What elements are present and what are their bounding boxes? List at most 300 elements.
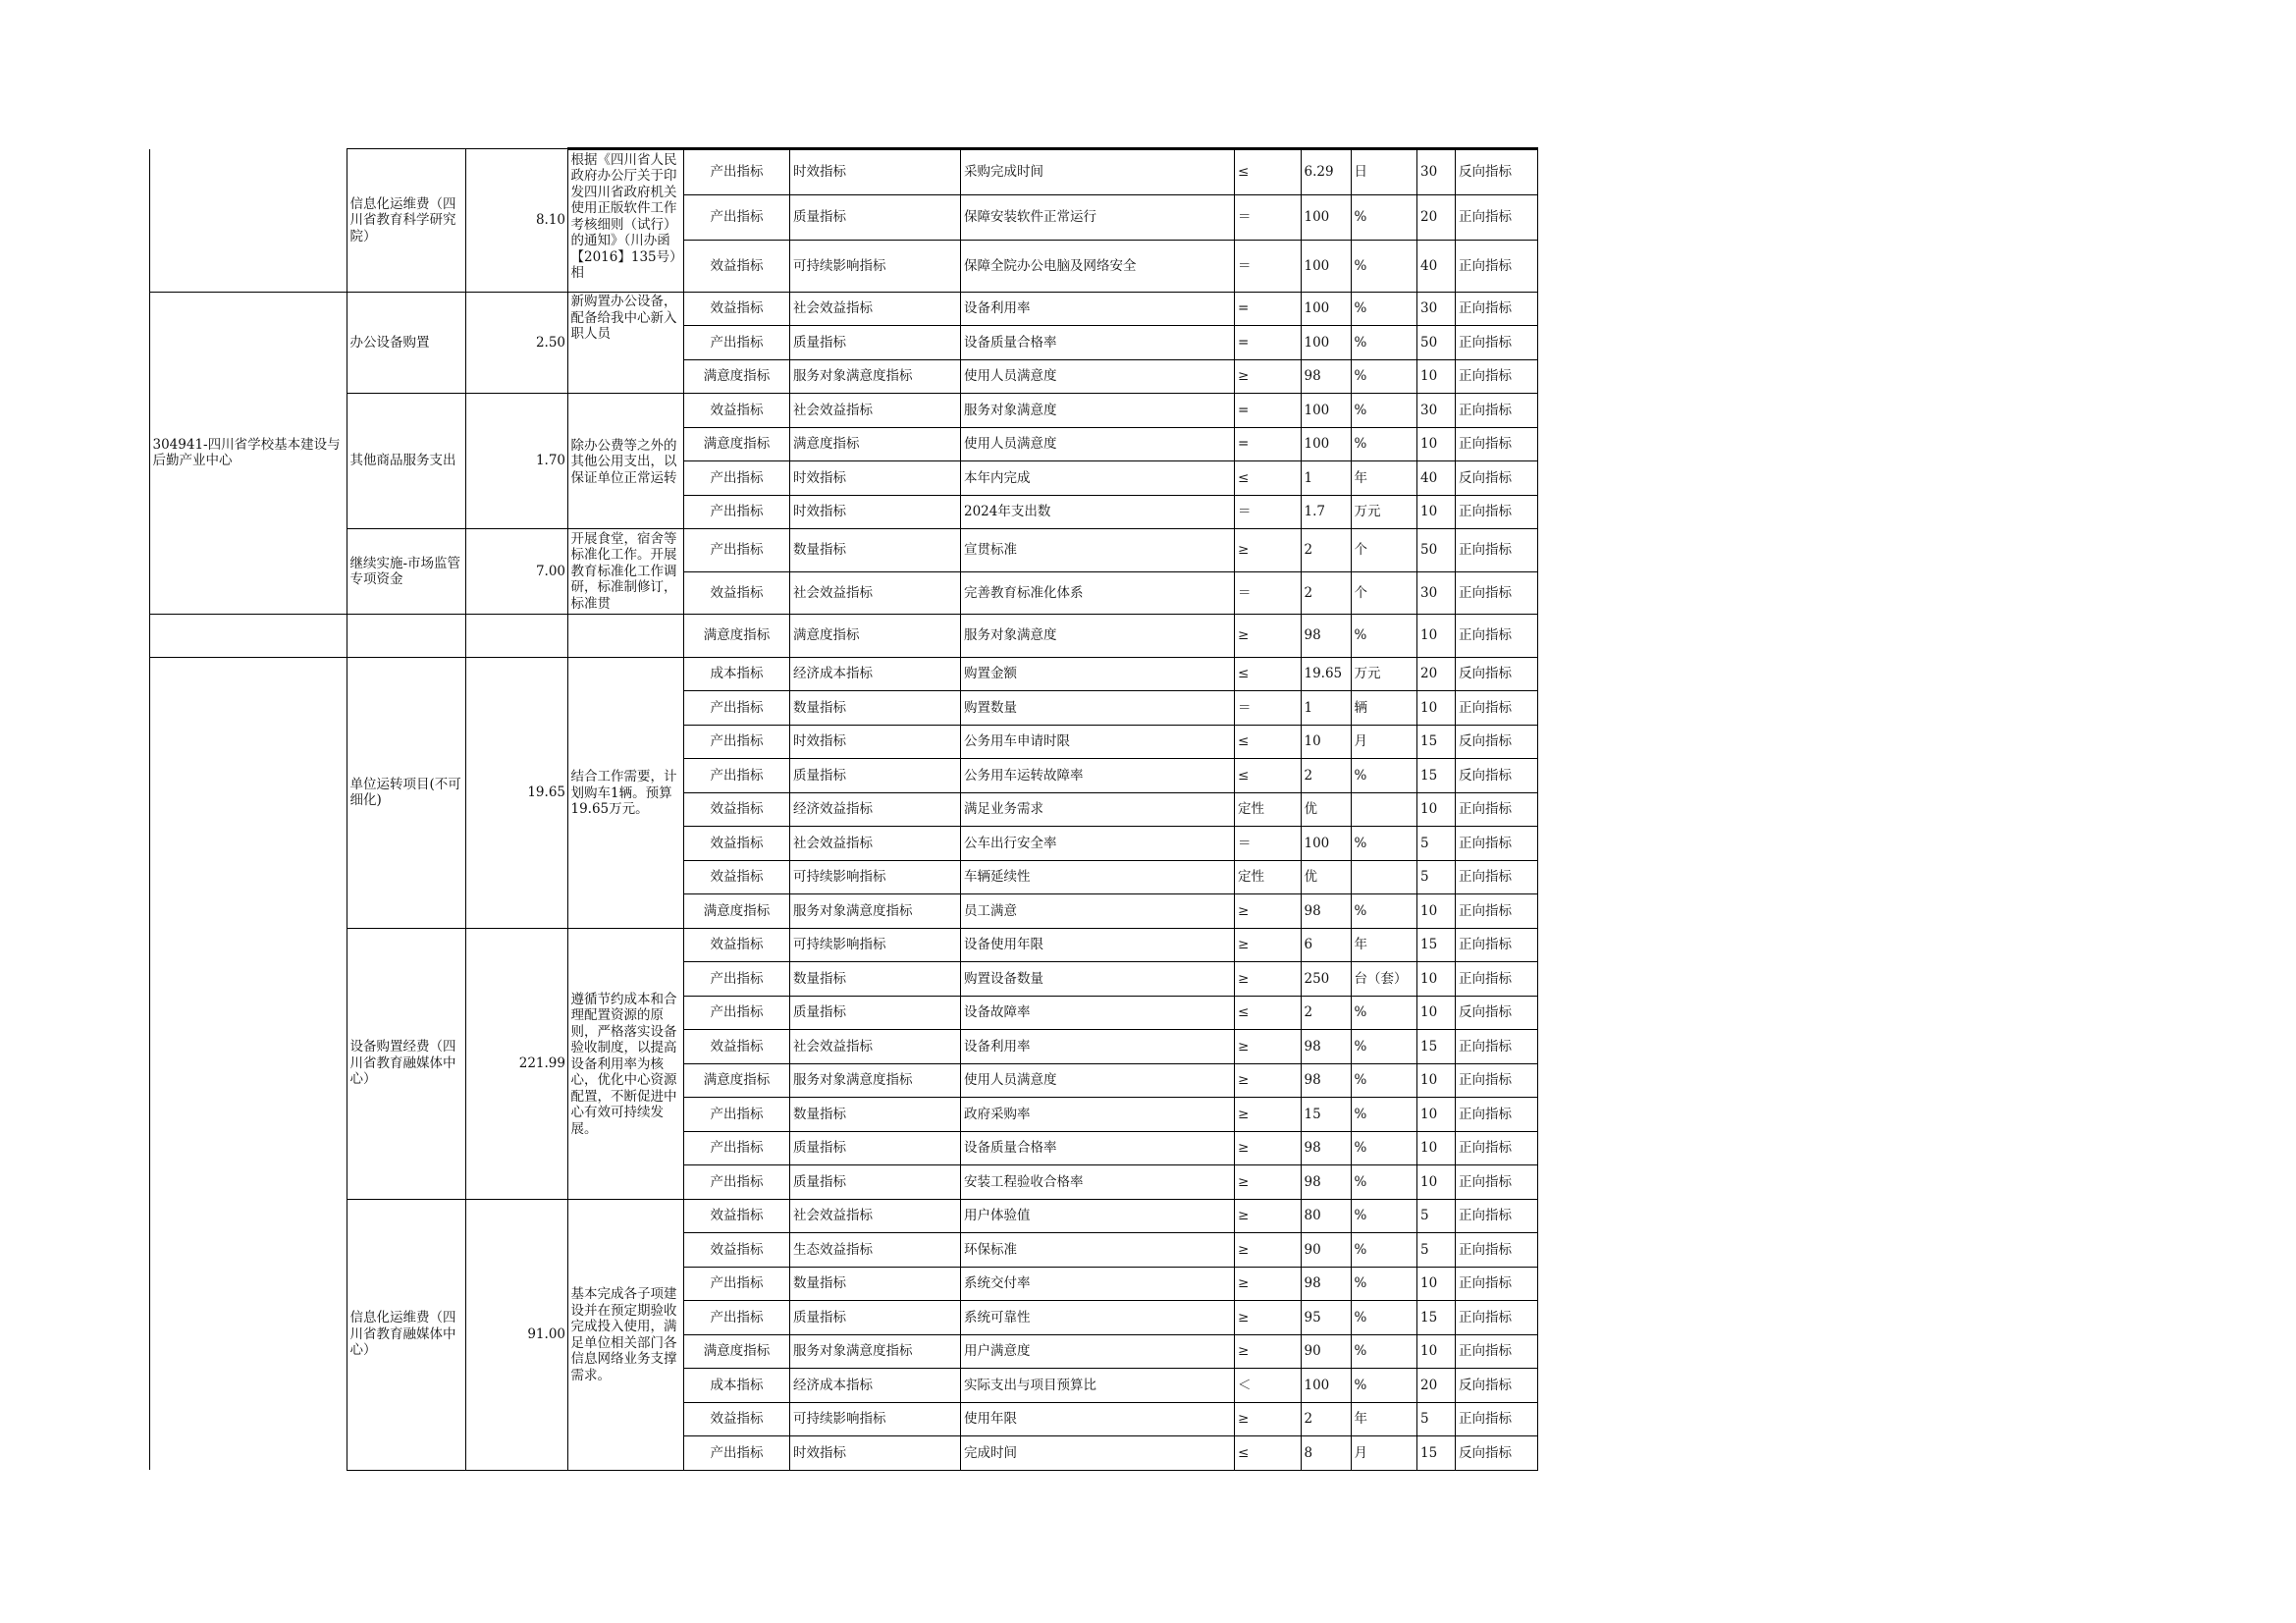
indicator-operator: ≥ bbox=[1235, 928, 1302, 962]
indicator-level2: 社会效益指标 bbox=[790, 394, 961, 428]
indicator-unit: 个 bbox=[1351, 529, 1417, 572]
indicator-level3: 设备质量合格率 bbox=[961, 326, 1235, 360]
indicator-level3: 本年内完成 bbox=[961, 461, 1235, 496]
project-name: 单位运转项目(不可细化) bbox=[347, 657, 466, 928]
indicator-level3: 设备使用年限 bbox=[961, 928, 1235, 962]
indicator-operator: = bbox=[1235, 427, 1302, 461]
indicator-level3: 员工满意 bbox=[961, 894, 1235, 929]
indicator-direction: 正向指标 bbox=[1456, 427, 1538, 461]
indicator-level3: 采购完成时间 bbox=[961, 149, 1235, 195]
indicator-operator: ≥ bbox=[1235, 1233, 1302, 1268]
indicator-value: 98 bbox=[1301, 1165, 1351, 1200]
indicator-value: 2 bbox=[1301, 996, 1351, 1030]
indicator-unit: % bbox=[1351, 894, 1417, 929]
indicator-unit: 万元 bbox=[1351, 657, 1417, 691]
indicator-level3: 系统可靠性 bbox=[961, 1301, 1235, 1335]
indicator-value: 1 bbox=[1301, 461, 1351, 496]
indicator-level3: 政府采购率 bbox=[961, 1098, 1235, 1132]
indicator-direction: 正向指标 bbox=[1456, 691, 1538, 726]
indicator-value: 2 bbox=[1301, 571, 1351, 615]
indicator-level1: 产出指标 bbox=[684, 996, 790, 1030]
indicator-operator: ＝ bbox=[1235, 827, 1302, 861]
indicator-level1: 效益指标 bbox=[684, 1199, 790, 1233]
indicator-value: 1 bbox=[1301, 691, 1351, 726]
indicator-level1: 产出指标 bbox=[684, 461, 790, 496]
indicator-level1: 效益指标 bbox=[684, 1233, 790, 1268]
project-amount: 7.00 bbox=[466, 529, 568, 615]
indicator-weight: 5 bbox=[1417, 827, 1456, 861]
indicator-weight: 15 bbox=[1417, 759, 1456, 793]
indicator-level1: 效益指标 bbox=[684, 792, 790, 827]
indicator-weight: 30 bbox=[1417, 571, 1456, 615]
indicator-level2: 质量指标 bbox=[790, 1131, 961, 1165]
indicator-operator: ≥ bbox=[1235, 962, 1302, 997]
indicator-direction: 正向指标 bbox=[1456, 1030, 1538, 1064]
indicator-operator: ＝ bbox=[1235, 194, 1302, 241]
indicator-unit: % bbox=[1351, 241, 1417, 293]
indicator-level3: 服务对象满意度 bbox=[961, 394, 1235, 428]
indicator-operator: ＝ bbox=[1235, 495, 1302, 529]
indicator-direction: 正向指标 bbox=[1456, 792, 1538, 827]
indicator-unit: 月 bbox=[1351, 1436, 1417, 1471]
indicator-operator: = bbox=[1235, 394, 1302, 428]
indicator-level2: 经济成本指标 bbox=[790, 657, 961, 691]
indicator-direction: 反向指标 bbox=[1456, 725, 1538, 759]
indicator-operator: ≥ bbox=[1235, 615, 1302, 658]
indicator-value: 98 bbox=[1301, 615, 1351, 658]
indicator-level2: 满意度指标 bbox=[790, 427, 961, 461]
project-amount: 91.00 bbox=[466, 1199, 568, 1470]
indicator-level3: 设备故障率 bbox=[961, 996, 1235, 1030]
indicator-direction: 正向指标 bbox=[1456, 615, 1538, 658]
indicator-value: 100 bbox=[1301, 427, 1351, 461]
indicator-value: 98 bbox=[1301, 1063, 1351, 1098]
indicator-unit: % bbox=[1351, 615, 1417, 658]
project-amount: 1.70 bbox=[466, 394, 568, 529]
indicator-level1: 产出指标 bbox=[684, 495, 790, 529]
indicator-unit: % bbox=[1351, 427, 1417, 461]
indicator-weight: 10 bbox=[1417, 691, 1456, 726]
indicator-weight: 20 bbox=[1417, 194, 1456, 241]
indicator-level2: 时效指标 bbox=[790, 461, 961, 496]
indicator-unit bbox=[1351, 860, 1417, 894]
indicator-unit: % bbox=[1351, 1199, 1417, 1233]
indicator-unit: % bbox=[1351, 1267, 1417, 1301]
indicator-value: 优 bbox=[1301, 792, 1351, 827]
project-name: 信息化运维费（四川省教育科学研究院） bbox=[347, 149, 466, 293]
indicator-level1: 产出指标 bbox=[684, 1436, 790, 1471]
unit-cell: 304941-四川省学校基本建设与后勤产业中心 bbox=[149, 292, 347, 615]
indicator-level2: 服务对象满意度指标 bbox=[790, 894, 961, 929]
indicator-direction: 正向指标 bbox=[1456, 571, 1538, 615]
indicator-level2: 数量指标 bbox=[790, 1098, 961, 1132]
indicator-level1: 满意度指标 bbox=[684, 615, 790, 658]
indicator-operator: ≤ bbox=[1235, 1436, 1302, 1471]
indicator-level2: 时效指标 bbox=[790, 725, 961, 759]
indicator-value: 98 bbox=[1301, 894, 1351, 929]
indicator-level3: 安装工程验收合格率 bbox=[961, 1165, 1235, 1200]
indicator-weight: 20 bbox=[1417, 1369, 1456, 1403]
indicator-operator: 定性 bbox=[1235, 792, 1302, 827]
indicator-operator: 定性 bbox=[1235, 860, 1302, 894]
indicator-level2: 质量指标 bbox=[790, 194, 961, 241]
indicator-value: 100 bbox=[1301, 326, 1351, 360]
indicator-operator: ≤ bbox=[1235, 996, 1302, 1030]
indicator-value: 100 bbox=[1301, 292, 1351, 326]
project-amount: 2.50 bbox=[466, 292, 568, 394]
indicator-level2: 服务对象满意度指标 bbox=[790, 359, 961, 394]
indicator-level2: 社会效益指标 bbox=[790, 827, 961, 861]
project-description: 新购置办公设备，配备给我中心新入职人员 bbox=[567, 292, 684, 394]
indicator-unit: % bbox=[1351, 1030, 1417, 1064]
indicator-level1: 成本指标 bbox=[684, 1369, 790, 1403]
indicator-level3: 完善教育标准化体系 bbox=[961, 571, 1235, 615]
indicator-level1: 满意度指标 bbox=[684, 359, 790, 394]
indicator-unit: % bbox=[1351, 1334, 1417, 1369]
indicator-level1: 产出指标 bbox=[684, 194, 790, 241]
project-name bbox=[347, 615, 466, 658]
indicator-level1: 满意度指标 bbox=[684, 1063, 790, 1098]
indicator-level1: 效益指标 bbox=[684, 928, 790, 962]
indicator-value: 15 bbox=[1301, 1098, 1351, 1132]
indicator-level3: 使用人员满意度 bbox=[961, 427, 1235, 461]
indicator-value: 6.29 bbox=[1301, 149, 1351, 195]
indicator-direction: 正向指标 bbox=[1456, 827, 1538, 861]
indicator-weight: 10 bbox=[1417, 615, 1456, 658]
indicator-operator: ＝ bbox=[1235, 241, 1302, 293]
indicator-level1: 效益指标 bbox=[684, 292, 790, 326]
indicator-operator: ＝ bbox=[1235, 571, 1302, 615]
indicator-weight: 20 bbox=[1417, 657, 1456, 691]
indicator-level1: 产出指标 bbox=[684, 962, 790, 997]
indicator-level1: 效益指标 bbox=[684, 860, 790, 894]
indicator-value: 19.65 bbox=[1301, 657, 1351, 691]
project-amount: 221.99 bbox=[466, 928, 568, 1199]
indicator-direction: 正向指标 bbox=[1456, 1131, 1538, 1165]
indicator-operator: ≥ bbox=[1235, 1199, 1302, 1233]
indicator-value: 100 bbox=[1301, 1369, 1351, 1403]
indicator-level3: 2024年支出数 bbox=[961, 495, 1235, 529]
indicator-unit: % bbox=[1351, 827, 1417, 861]
indicator-level3: 使用人员满意度 bbox=[961, 1063, 1235, 1098]
indicator-operator: ≤ bbox=[1235, 149, 1302, 195]
indicator-direction: 正向指标 bbox=[1456, 1301, 1538, 1335]
indicator-unit: 个 bbox=[1351, 571, 1417, 615]
indicator-direction: 正向指标 bbox=[1456, 359, 1538, 394]
indicator-weight: 10 bbox=[1417, 1334, 1456, 1369]
indicator-level3: 设备利用率 bbox=[961, 1030, 1235, 1064]
unit-cell bbox=[149, 149, 347, 293]
indicator-weight: 30 bbox=[1417, 149, 1456, 195]
indicator-direction: 正向指标 bbox=[1456, 326, 1538, 360]
indicator-unit: % bbox=[1351, 359, 1417, 394]
indicator-operator: ≥ bbox=[1235, 1402, 1302, 1436]
indicator-direction: 正向指标 bbox=[1456, 194, 1538, 241]
indicator-level1: 满意度指标 bbox=[684, 894, 790, 929]
indicator-level2: 质量指标 bbox=[790, 326, 961, 360]
indicator-level3: 设备质量合格率 bbox=[961, 1131, 1235, 1165]
indicator-unit: % bbox=[1351, 1131, 1417, 1165]
indicator-weight: 10 bbox=[1417, 1063, 1456, 1098]
project-description: 基本完成各子项建设并在预定期验收完成投入使用，满足单位相关部门各信息网络业务支撑需求。 bbox=[567, 1199, 684, 1470]
indicator-level2: 时效指标 bbox=[790, 495, 961, 529]
indicator-direction: 正向指标 bbox=[1456, 1233, 1538, 1268]
indicator-value: 90 bbox=[1301, 1334, 1351, 1369]
indicator-weight: 10 bbox=[1417, 962, 1456, 997]
indicator-level3: 购置数量 bbox=[961, 691, 1235, 726]
indicator-direction: 正向指标 bbox=[1456, 1334, 1538, 1369]
indicator-operator: ≥ bbox=[1235, 1131, 1302, 1165]
indicator-weight: 10 bbox=[1417, 1267, 1456, 1301]
indicator-level2: 数量指标 bbox=[790, 1267, 961, 1301]
indicator-direction: 正向指标 bbox=[1456, 1165, 1538, 1200]
project-name: 办公设备购置 bbox=[347, 292, 466, 394]
indicator-direction: 正向指标 bbox=[1456, 495, 1538, 529]
indicator-weight: 5 bbox=[1417, 1233, 1456, 1268]
indicator-unit: 日 bbox=[1351, 149, 1417, 195]
indicator-weight: 10 bbox=[1417, 996, 1456, 1030]
indicator-level3: 购置金额 bbox=[961, 657, 1235, 691]
indicator-unit: % bbox=[1351, 1165, 1417, 1200]
indicator-unit: % bbox=[1351, 394, 1417, 428]
indicator-unit: 年 bbox=[1351, 1402, 1417, 1436]
indicator-value: 100 bbox=[1301, 827, 1351, 861]
indicator-unit: % bbox=[1351, 326, 1417, 360]
indicator-unit: % bbox=[1351, 1369, 1417, 1403]
indicator-direction: 正向指标 bbox=[1456, 1402, 1538, 1436]
indicator-operator: ≥ bbox=[1235, 1098, 1302, 1132]
indicator-unit: 月 bbox=[1351, 725, 1417, 759]
indicator-value: 10 bbox=[1301, 725, 1351, 759]
indicator-operator: ＜ bbox=[1235, 1369, 1302, 1403]
indicator-operator: ＝ bbox=[1235, 691, 1302, 726]
indicator-direction: 正向指标 bbox=[1456, 1199, 1538, 1233]
indicator-value: 90 bbox=[1301, 1233, 1351, 1268]
indicator-level2: 社会效益指标 bbox=[790, 1199, 961, 1233]
indicator-unit: % bbox=[1351, 292, 1417, 326]
indicator-direction: 正向指标 bbox=[1456, 1098, 1538, 1132]
indicator-value: 2 bbox=[1301, 1402, 1351, 1436]
indicator-operator: ≥ bbox=[1235, 1165, 1302, 1200]
project-description: 根据《四川省人民政府办公厅关于印发四川省政府机关使用正版软件工作考核细则（试行）的通知》（川办函【2016】135号）相 bbox=[567, 149, 684, 293]
indicator-weight: 10 bbox=[1417, 427, 1456, 461]
project-amount: 8.10 bbox=[466, 149, 568, 293]
project-name: 其他商品服务支出 bbox=[347, 394, 466, 529]
indicator-direction: 正向指标 bbox=[1456, 894, 1538, 929]
indicator-direction: 正向指标 bbox=[1456, 394, 1538, 428]
indicator-level3: 环保标准 bbox=[961, 1233, 1235, 1268]
indicator-direction: 正向指标 bbox=[1456, 860, 1538, 894]
indicator-weight: 5 bbox=[1417, 860, 1456, 894]
indicator-level2: 社会效益指标 bbox=[790, 292, 961, 326]
indicator-direction: 反向指标 bbox=[1456, 657, 1538, 691]
indicator-operator: ≥ bbox=[1235, 894, 1302, 929]
indicator-weight: 30 bbox=[1417, 394, 1456, 428]
indicator-weight: 40 bbox=[1417, 241, 1456, 293]
unit-cell bbox=[149, 657, 347, 1470]
indicator-direction: 反向指标 bbox=[1456, 759, 1538, 793]
indicator-level2: 生态效益指标 bbox=[790, 1233, 961, 1268]
indicator-weight: 5 bbox=[1417, 1199, 1456, 1233]
indicator-level3: 用户体验值 bbox=[961, 1199, 1235, 1233]
indicator-level2: 服务对象满意度指标 bbox=[790, 1063, 961, 1098]
indicator-unit: 台（套） bbox=[1351, 962, 1417, 997]
indicator-level3: 宣贯标准 bbox=[961, 529, 1235, 572]
indicator-operator: ≥ bbox=[1235, 359, 1302, 394]
indicator-level1: 产出指标 bbox=[684, 725, 790, 759]
indicator-level2: 满意度指标 bbox=[790, 615, 961, 658]
indicator-level3: 公务用车申请时限 bbox=[961, 725, 1235, 759]
indicator-level1: 产出指标 bbox=[684, 1131, 790, 1165]
indicator-weight: 15 bbox=[1417, 928, 1456, 962]
indicator-value: 8 bbox=[1301, 1436, 1351, 1471]
indicator-weight: 30 bbox=[1417, 292, 1456, 326]
indicator-operator: ≤ bbox=[1235, 759, 1302, 793]
indicator-unit: % bbox=[1351, 1098, 1417, 1132]
indicator-weight: 10 bbox=[1417, 495, 1456, 529]
performance-indicator-table bbox=[149, 147, 1539, 1471]
indicator-level3: 设备利用率 bbox=[961, 292, 1235, 326]
project-description bbox=[567, 615, 684, 658]
indicator-value: 100 bbox=[1301, 194, 1351, 241]
indicator-level1: 效益指标 bbox=[684, 1402, 790, 1436]
indicator-weight: 10 bbox=[1417, 359, 1456, 394]
indicator-operator: ≥ bbox=[1235, 1030, 1302, 1064]
indicator-operator: ≥ bbox=[1235, 1267, 1302, 1301]
indicator-level3: 系统交付率 bbox=[961, 1267, 1235, 1301]
indicator-operator: ≤ bbox=[1235, 657, 1302, 691]
indicator-level3: 公车出行安全率 bbox=[961, 827, 1235, 861]
indicator-unit: 年 bbox=[1351, 928, 1417, 962]
indicator-level2: 质量指标 bbox=[790, 1301, 961, 1335]
indicator-level3: 用户满意度 bbox=[961, 1334, 1235, 1369]
indicator-level2: 可持续影响指标 bbox=[790, 241, 961, 293]
indicator-level1: 产出指标 bbox=[684, 1267, 790, 1301]
indicator-direction: 正向指标 bbox=[1456, 529, 1538, 572]
indicator-level1: 产出指标 bbox=[684, 1165, 790, 1200]
indicator-direction: 反向指标 bbox=[1456, 461, 1538, 496]
project-description: 除办公费等之外的其他公用支出，以保证单位正常运转 bbox=[567, 394, 684, 529]
indicator-level1: 产出指标 bbox=[684, 1301, 790, 1335]
indicator-level2: 质量指标 bbox=[790, 759, 961, 793]
project-description: 遵循节约成本和合理配置资源的原则，严格落实设备验收制度，以提高设备利用率为核心，优化中心资源配置，不断促进中心有效可持续发展。 bbox=[567, 928, 684, 1199]
indicator-operator: ≥ bbox=[1235, 1334, 1302, 1369]
indicator-level1: 效益指标 bbox=[684, 571, 790, 615]
indicator-value: 1.7 bbox=[1301, 495, 1351, 529]
indicator-level1: 产出指标 bbox=[684, 326, 790, 360]
indicator-level2: 质量指标 bbox=[790, 1165, 961, 1200]
indicator-value: 2 bbox=[1301, 759, 1351, 793]
indicator-weight: 10 bbox=[1417, 894, 1456, 929]
indicator-level1: 满意度指标 bbox=[684, 1334, 790, 1369]
indicator-unit: % bbox=[1351, 194, 1417, 241]
indicator-value: 优 bbox=[1301, 860, 1351, 894]
indicator-value: 98 bbox=[1301, 1267, 1351, 1301]
indicator-level3: 保障安装软件正常运行 bbox=[961, 194, 1235, 241]
indicator-level3: 公务用车运转故障率 bbox=[961, 759, 1235, 793]
indicator-level2: 数量指标 bbox=[790, 962, 961, 997]
project-description: 开展食堂，宿舍等标准化工作。开展教育标准化工作调研，标准制修订，标准贯 bbox=[567, 529, 684, 615]
indicator-level1: 成本指标 bbox=[684, 657, 790, 691]
indicator-level2: 可持续影响指标 bbox=[790, 860, 961, 894]
indicator-weight: 5 bbox=[1417, 1402, 1456, 1436]
indicator-level1: 产出指标 bbox=[684, 759, 790, 793]
indicator-value: 98 bbox=[1301, 1131, 1351, 1165]
indicator-weight: 50 bbox=[1417, 529, 1456, 572]
indicator-operator: ≤ bbox=[1235, 461, 1302, 496]
indicator-level2: 数量指标 bbox=[790, 691, 961, 726]
indicator-unit: 辆 bbox=[1351, 691, 1417, 726]
indicator-level3: 服务对象满意度 bbox=[961, 615, 1235, 658]
indicator-level1: 产出指标 bbox=[684, 149, 790, 195]
indicator-unit bbox=[1351, 792, 1417, 827]
indicator-level1: 效益指标 bbox=[684, 241, 790, 293]
indicator-level2: 时效指标 bbox=[790, 1436, 961, 1471]
indicator-value: 100 bbox=[1301, 241, 1351, 293]
indicator-unit: % bbox=[1351, 1233, 1417, 1268]
indicator-direction: 正向指标 bbox=[1456, 1267, 1538, 1301]
indicator-weight: 10 bbox=[1417, 792, 1456, 827]
indicator-level3: 实际支出与项目预算比 bbox=[961, 1369, 1235, 1403]
indicator-level2: 社会效益指标 bbox=[790, 1030, 961, 1064]
indicator-unit: % bbox=[1351, 759, 1417, 793]
indicator-direction: 正向指标 bbox=[1456, 1063, 1538, 1098]
indicator-level3: 完成时间 bbox=[961, 1436, 1235, 1471]
indicator-direction: 正向指标 bbox=[1456, 292, 1538, 326]
indicator-weight: 50 bbox=[1417, 326, 1456, 360]
indicator-level2: 可持续影响指标 bbox=[790, 928, 961, 962]
indicator-value: 100 bbox=[1301, 394, 1351, 428]
indicator-level3: 车辆延续性 bbox=[961, 860, 1235, 894]
indicator-value: 98 bbox=[1301, 1030, 1351, 1064]
indicator-level1: 效益指标 bbox=[684, 394, 790, 428]
indicator-level3: 使用人员满意度 bbox=[961, 359, 1235, 394]
indicator-value: 80 bbox=[1301, 1199, 1351, 1233]
project-description: 结合工作需要，计划购车1辆。预算19.65万元。 bbox=[567, 657, 684, 928]
indicator-level2: 数量指标 bbox=[790, 529, 961, 572]
indicator-level2: 经济成本指标 bbox=[790, 1369, 961, 1403]
indicator-unit: 万元 bbox=[1351, 495, 1417, 529]
indicator-level3: 购置设备数量 bbox=[961, 962, 1235, 997]
indicator-direction: 反向指标 bbox=[1456, 1436, 1538, 1471]
indicator-direction: 正向指标 bbox=[1456, 241, 1538, 293]
indicator-unit: % bbox=[1351, 1301, 1417, 1335]
indicator-value: 98 bbox=[1301, 359, 1351, 394]
unit-cell bbox=[149, 615, 347, 658]
indicator-unit: % bbox=[1351, 996, 1417, 1030]
indicator-level3: 使用年限 bbox=[961, 1402, 1235, 1436]
indicator-value: 2 bbox=[1301, 529, 1351, 572]
indicator-level2: 时效指标 bbox=[790, 149, 961, 195]
indicator-level2: 服务对象满意度指标 bbox=[790, 1334, 961, 1369]
indicator-operator: ≥ bbox=[1235, 529, 1302, 572]
indicator-level3: 满足业务需求 bbox=[961, 792, 1235, 827]
indicator-level2: 经济效益指标 bbox=[790, 792, 961, 827]
indicator-level1: 产出指标 bbox=[684, 691, 790, 726]
project-name: 信息化运维费（四川省教育融媒体中心） bbox=[347, 1199, 466, 1470]
project-name: 继续实施-市场监管专项资金 bbox=[347, 529, 466, 615]
indicator-level3: 保障全院办公电脑及网络安全 bbox=[961, 241, 1235, 293]
indicator-level1: 产出指标 bbox=[684, 1098, 790, 1132]
indicator-unit: % bbox=[1351, 1063, 1417, 1098]
indicator-operator: = bbox=[1235, 292, 1302, 326]
indicator-unit: 年 bbox=[1351, 461, 1417, 496]
indicator-direction: 反向指标 bbox=[1456, 149, 1538, 195]
indicator-level2: 质量指标 bbox=[790, 996, 961, 1030]
project-name: 设备购置经费（四川省教育融媒体中心） bbox=[347, 928, 466, 1199]
indicator-level1: 满意度指标 bbox=[684, 427, 790, 461]
indicator-operator: ≥ bbox=[1235, 1301, 1302, 1335]
